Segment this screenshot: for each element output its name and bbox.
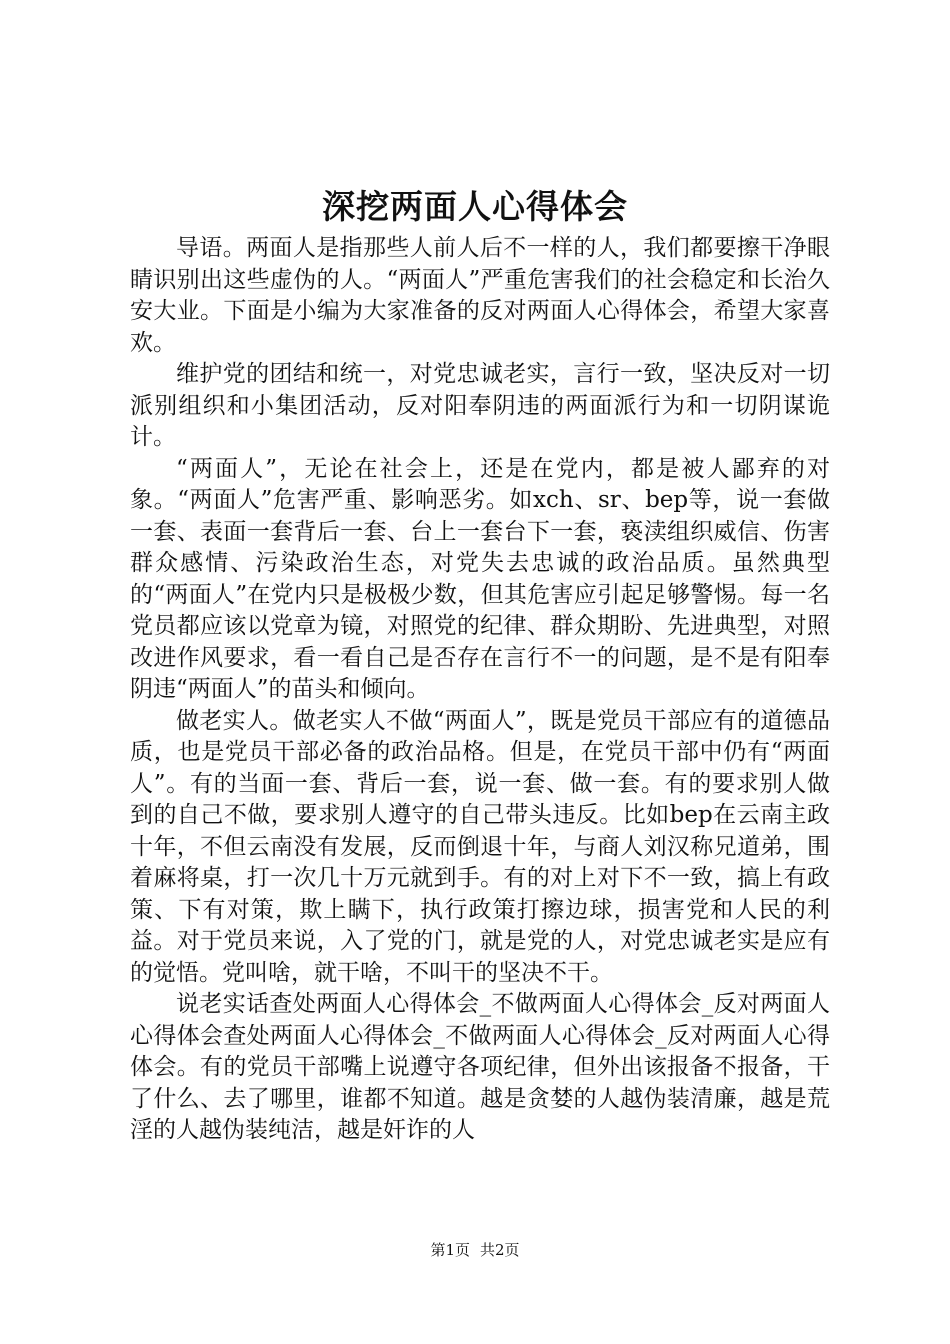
page-number: 第1页 — [430, 1241, 470, 1259]
page-total: 共2页 — [480, 1241, 520, 1259]
page-footer — [0, 1240, 950, 1260]
document-title: 深挖两面人心得体会 — [322, 187, 628, 226]
paragraph-unity: 维护党的团结和统一，对党忠诚老实，言行一致，坚决反对一切派别组织和小集团活动，反对阳奉阴违的两面派行为和一切阴谋诡计。 — [130, 361, 830, 450]
paragraph-honest-words: 说老实话查处两面人心得体会_不做两面人心得体会_反对两面人心得体会查处两面人心得体会_不做两面人心得体会_反对两面人心得体会。有的党员干部嘴上说遵守各项纪律，但外出该报备不报备，干了什么、去了哪里，谁都不知道。越是贪婪的人越伪装清廉，越是荒淫的人越伪装纯洁，越是奸诈的人 — [130, 991, 830, 1143]
paragraph-two-faced: “两面人”，无论在社会上，还是在党内，都是被人鄙弃的对象。“两面人”危害严重、影响恶劣。如xch、sr、bep等，说一套做一套、表面一套背后一套、台上一套台下一套，亵渎组织威信、伤害群众感情、污染政治生态，对党失去忠诚的政治品质。虽然典型的“两面人”在党内只是极极少数，但其危害应引起足够警惕。每一名党员都应该以党章为镜，对照党的纪律、群众期盼、先进典型，对照改进作风要求，看一看自己是否存在言行不一的问题，是不是有阳奉阴违“两面人”的苗头和倾向。 — [130, 455, 830, 702]
document-body — [130, 233, 830, 1147]
paragraph-honest-person: 做老实人。做老实人不做“两面人”，既是党员干部应有的道德品质，也是党员干部必备的政治品格。但是，在党员干部中仍有“两面人”。有的当面一套、背后一套，说一套、做一套。有的要求别人做到的自己不做，要求别人遵守的自己带头违反。比如bep在云南主政十年，不但云南没有发展，反而倒退十年，与商人刘汉称兄道弟，围着麻将桌，打一次几十万元就到手。有的对上对下不一致，搞上有政策、下有对策，欺上瞒下，执行政策打擦边球，损害党和人民的利益。对于党员来说，入了党的门，就是党的人，对党忠诚老实是应有的觉悟。党叫啥，就干啥，不叫干的坚决不干。 — [130, 707, 830, 986]
paragraph-intro: 导语。两面人是指那些人前人后不一样的人，我们都要擦干净眼睛识别出这些虚伪的人。“两面人”严重危害我们的社会稳定和长治久安大业。下面是小编为大家准备的反对两面人心得体会，希望大家喜欢。 — [130, 235, 830, 356]
